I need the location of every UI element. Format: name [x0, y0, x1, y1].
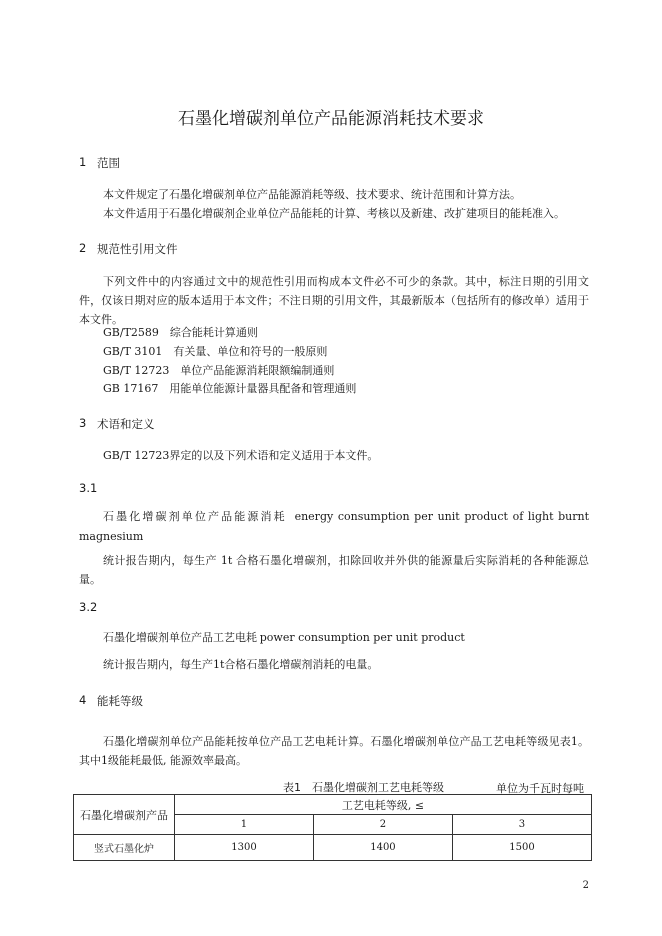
section-1-paragraph-2: 本文件适用于石墨化增碳剂企业单位产品能耗的计算、考核以及新建、改扩建项目的能耗准入。 [103, 207, 565, 220]
term-3-2-zh: 石墨化增碳剂单位产品工艺电耗 [103, 631, 257, 644]
table-row [74, 835, 592, 861]
table-cell-product: 竖式石墨化炉 [74, 835, 175, 861]
section-1-number: 1 [79, 155, 87, 169]
table-header-product: 石墨化增碳剂产品 [74, 795, 175, 835]
section-2-number: 2 [79, 241, 87, 255]
section-2-intro: 下列文件中的内容通过文中的规范性引用而构成本文件必不可少的条款。其中，标注日期的引用文件，仅该日期对应的版本适用于本文件；不注日期的引用文件，其最新版本（包括所有的修改单）适用于本文件。 [79, 275, 589, 326]
table-cell-value: 1400 [313, 835, 452, 861]
section-4-heading: 能耗等级 [97, 694, 143, 708]
term-3-2-number: 3.2 [79, 600, 98, 614]
table-1-unit: 单位为千瓦时每吨 [496, 782, 584, 795]
section-3-intro: GB/T 12723界定的以及下列术语和定义适用于本文件。 [103, 449, 379, 462]
section-2-heading: 规范性引用文件 [97, 242, 178, 256]
reference-item: GB/T 12723 单位产品能源消耗限额编制通则 [103, 364, 335, 377]
section-1-heading: 范围 [97, 156, 120, 170]
table-header-grade: 2 [313, 815, 452, 835]
reference-item: GB/T2589 综合能耗计算通则 [103, 326, 258, 339]
table-header-grade-group: 工艺电耗等级, ≤ [175, 795, 592, 815]
term-3-1-number: 3.1 [79, 481, 98, 495]
table-cell-value: 1300 [175, 835, 314, 861]
section-4-number: 4 [79, 693, 87, 707]
table-header-grade: 1 [175, 815, 314, 835]
section-4-paragraph: 石墨化增碳剂单位产品能耗按单位产品工艺电耗计算。石墨化增碳剂单位产品工艺电耗等级见表1。其中1级能耗最低, 能源效率最高。 [79, 735, 589, 767]
table-1-caption: 表1 石墨化增碳剂工艺电耗等级 [283, 781, 444, 794]
term-3-1-definition: 统计报告期内，每生产 1t 合格石墨化增碳剂，扣除回收并外供的能源量后实际消耗的各种能源总量。 [79, 554, 589, 586]
reference-item: GB/T 3101 有关量、单位和符号的一般原则 [103, 345, 328, 358]
term-3-1-line [79, 507, 589, 547]
term-3-1-en: energy consumption per unit product of light burnt magnesium [79, 510, 590, 543]
section-3-heading: 术语和定义 [97, 417, 155, 431]
table-cell-value: 1500 [452, 835, 591, 861]
document-title: 石墨化增碳剂单位产品能源消耗技术要求 [178, 109, 484, 129]
term-3-2-en: power consumption per unit product [259, 631, 465, 644]
reference-item: GB 17167 用能单位能源计量器具配备和管理通则 [103, 382, 357, 395]
term-3-2-definition: 统计报告期内，每生产1t合格石墨化增碳剂消耗的电量。 [103, 658, 379, 671]
table-1 [73, 794, 592, 861]
page-number: 2 [582, 880, 589, 891]
section-1-paragraph-1: 本文件规定了石墨化增碳剂单位产品能源消耗等级、技术要求、统计范围和计算方法。 [103, 188, 521, 201]
term-3-2-line [79, 628, 589, 648]
section-3-number: 3 [79, 416, 87, 430]
term-3-1-zh: 石墨化增碳剂单位产品能源消耗 [103, 510, 287, 523]
table-header-grade: 3 [452, 815, 591, 835]
